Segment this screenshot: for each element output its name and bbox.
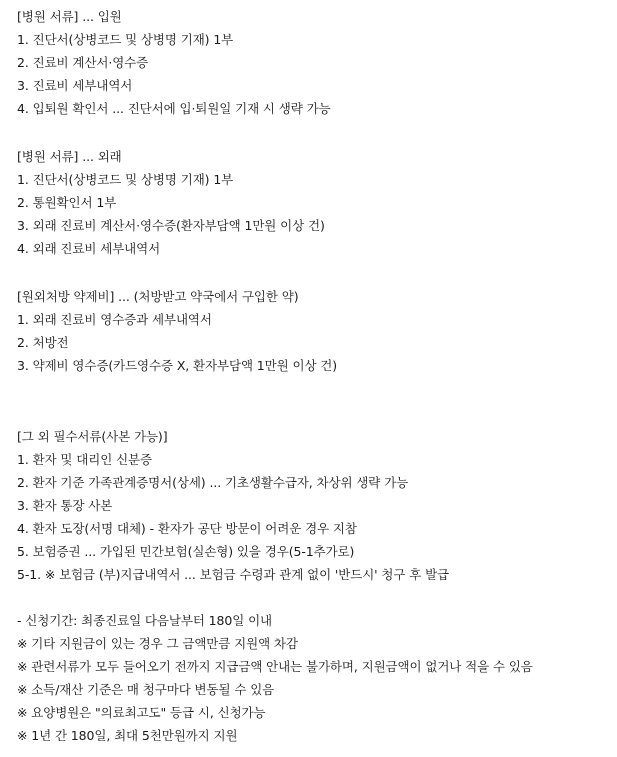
note-item: ※ 1년 간 180일, 최대 5천만원까지 지원 [17, 728, 238, 743]
note-item: ※ 관련서류가 모두 들어오기 전까지 지급금액 안내는 불가하며, 지원금액이 없거나 적을 수 있음 [17, 659, 533, 674]
section-heading-outpatient: [병원 서류] ... 외래 [17, 149, 122, 164]
note-item: ※ 요양병원은 "의료최고도" 등급 시, 신청가능 [17, 705, 266, 720]
list-item: 3. 진료비 세부내역서 [17, 78, 133, 93]
note-item: ※ 기타 지원금이 있는 경우 그 금액만큼 지원액 차감 [17, 636, 298, 651]
list-item: 3. 환자 통장 사본 [17, 498, 113, 513]
note-application-period: - 신청기간: 최종진료일 다음날부터 180일 이내 [17, 613, 273, 628]
list-item: 1. 진단서(상병코드 및 상병명 기재) 1부 [17, 172, 234, 187]
list-item: 4. 입퇴원 확인서 ... 진단서에 입·퇴원일 기재 시 생략 가능 [17, 101, 331, 116]
list-item: 4. 환자 도장(서명 대체) - 환자가 공단 방문이 어려운 경우 지참 [17, 521, 357, 536]
list-item: 4. 외래 진료비 세부내역서 [17, 241, 161, 256]
section-heading-pharmacy: [원외처방 약제비] ... (처방받고 약국에서 구입한 약) [17, 289, 299, 304]
list-item: 5. 보험증권 ... 가입된 민간보험(실손형) 있을 경우(5-1추가로) [17, 544, 355, 559]
list-item: 2. 진료비 계산서·영수증 [17, 55, 149, 70]
list-item: 2. 환자 기준 가족관계증명서(상세) ... 기초생활수급자, 차상위 생략 가능 [17, 475, 409, 490]
list-item: 3. 약제비 영수증(카드영수증 X, 환자부담액 1만원 이상 건) [17, 358, 338, 373]
list-item: 2. 처방전 [17, 335, 69, 350]
list-item: 3. 외래 진료비 계산서·영수증(환자부담액 1만원 이상 건) [17, 218, 325, 233]
section-heading-required-documents: [그 외 필수서류(사본 가능)] [17, 429, 168, 444]
list-item: 5-1. ※ 보험금 (부)지급내역서 ... 보험금 수령과 관계 없이 '반드시' 청구 후 발급 [17, 567, 450, 582]
list-item: 1. 외래 진료비 영수증과 세부내역서 [17, 312, 212, 327]
list-item: 2. 통원확인서 1부 [17, 195, 117, 210]
section-heading-inpatient: [병원 서류] ... 입원 [17, 9, 122, 24]
note-item: ※ 소득/재산 기준은 매 청구마다 변동될 수 있음 [17, 682, 275, 697]
list-item: 1. 진단서(상병코드 및 상병명 기재) 1부 [17, 32, 234, 47]
list-item: 1. 환자 및 대리인 신분증 [17, 452, 152, 467]
